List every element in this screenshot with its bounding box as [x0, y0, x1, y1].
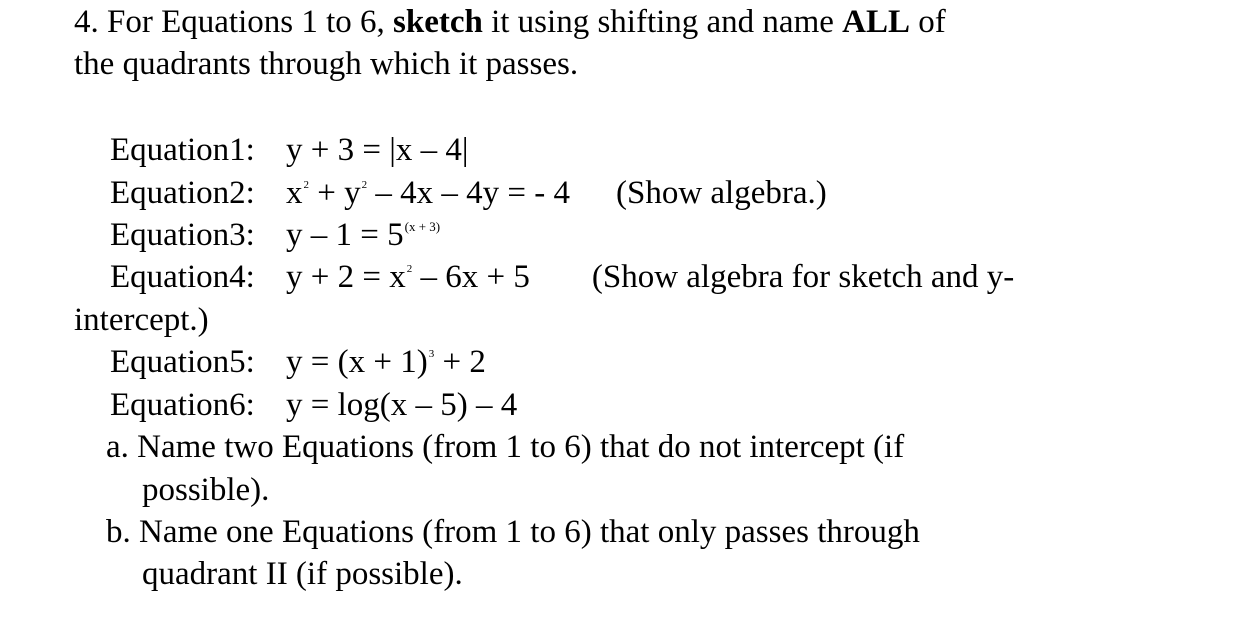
equation-2-note: (Show algebra.) [615, 175, 827, 211]
equation-3-text: y – 1 = 5 [286, 217, 404, 253]
intro-bold-sketch: sketch [393, 4, 483, 40]
equation-4-note-continued: intercept.) [74, 302, 209, 338]
equation-6 [110, 384, 517, 426]
problem-intro-line1 [74, 1, 946, 43]
equation-4-note: (Show algebra for sketch and y- [591, 259, 1015, 295]
question-b-line2: quadrant II (if possible). [142, 556, 463, 592]
equation-5-exponent: 3 [428, 348, 435, 360]
intro-text-b: it using shifting and name [491, 4, 834, 40]
equation-2-exponent-a: 2 [303, 179, 309, 191]
equation-3-exponent: (x + 3) [404, 219, 441, 234]
equation-4 [110, 256, 1014, 305]
equation-3 [110, 214, 440, 262]
equation-4-part-b: – 6x + 5 [412, 259, 530, 295]
problem-intro-line2: the quadrants through which it passes. [74, 46, 579, 82]
equation-4-label: Equation4: [110, 259, 255, 295]
intro-bold-all: ALL [842, 4, 910, 40]
intro-text-a: For Equations 1 to 6, [107, 4, 385, 40]
equation-2-part-b: + y [309, 175, 361, 211]
equation-6-label: Equation6: [110, 387, 255, 423]
equation-4-exponent: 2 [406, 263, 413, 275]
equation-1-text: y + 3 = |x – 4| [286, 132, 469, 168]
equation-3-label: Equation3: [110, 217, 255, 253]
question-a-line1: a. Name two Equations (from 1 to 6) that do not intercept (if [106, 429, 905, 465]
problem-number: 4. [74, 4, 99, 40]
equation-5 [110, 341, 486, 390]
equation-2-label: Equation2: [110, 175, 255, 211]
equation-5-part-b: + 2 [434, 344, 486, 380]
question-b-line1: b. Name one Equations (from 1 to 6) that only passes through [106, 514, 920, 550]
equation-2-part-a: x [286, 175, 303, 211]
equation-2-exponent-b: 2 [361, 179, 368, 191]
intro-text-c: of [918, 4, 946, 40]
equation-1 [110, 129, 468, 171]
equation-2-part-c: – 4x – 4y = - 4 [367, 175, 570, 211]
equation-4-part-a: y + 2 = x [286, 259, 406, 295]
equation-5-label: Equation5: [110, 344, 255, 380]
equation-5-part-a: y = (x + 1) [286, 344, 428, 380]
question-a-line2: possible). [142, 472, 270, 508]
equation-6-text: y = log(x – 5) – 4 [286, 387, 518, 423]
equation-1-label: Equation1: [110, 132, 255, 168]
